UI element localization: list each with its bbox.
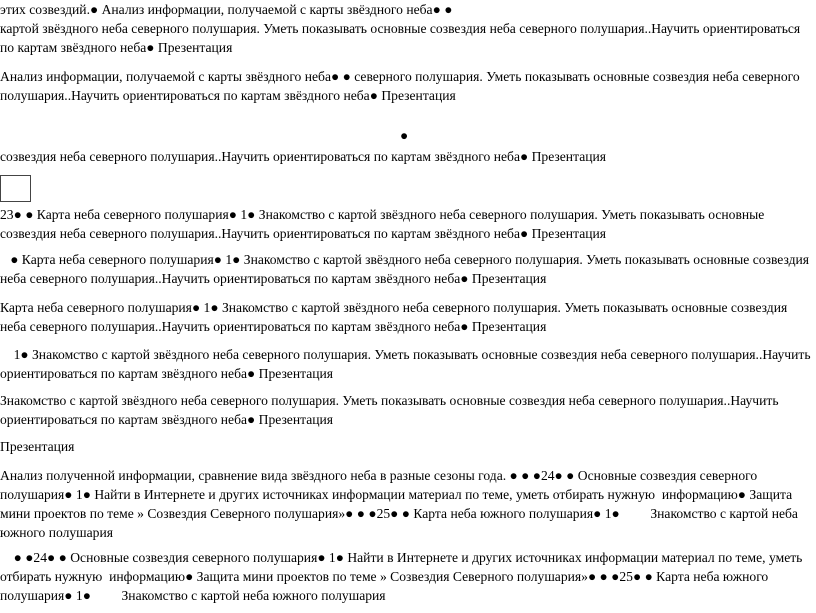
text-line-1: этих созвездий.● Анализ информации, получаемой с карты звёздного неба● ● [0, 2, 453, 17]
paragraph-6: Карта неба северного полушария● 1● Знакомство с картой звёздного неба северного полушария. Уметь показывать основные созвездия неба северного полушария..Научить ориентироваться по картам звёздного неба● Презентация [0, 300, 788, 334]
paragraph-5: ● Карта неба северного полушария● 1● Знакомство с картой звёздного неба северного полушария. Уметь показывать основные созвездия неба северного полушария..Научить ориентироваться по картам звёздного неба● Презентация [0, 252, 813, 286]
paragraph-9: Презентация [0, 439, 75, 454]
image-placeholder-box [0, 175, 31, 202]
paragraph-8: Знакомство с картой звёздного неба северного полушария. Уметь показывать основные созвездия неба северного полушария..Научить ориентироваться по картам звёздного неба● Презентация [0, 393, 779, 427]
paragraph-10: Анализ полученной информации, сравнение вида звёздного неба в разные сезоны года. ● ● ●24● ● Основные созвездия северного полушария● 1● Найти в Интернете и других источниках информации материал по теме, уметь отбирать нужную информацию● Защита мини проектов по теме » Созвездия Северного полушария»● ● ●25● ● Карта неба южного полушария● 1● Знакомство с картой неба южного полушария [0, 468, 802, 540]
paragraph-4: 23● ● Карта неба северного полушария● 1● Знакомство с картой звёздного неба северного полушария. Уметь показывать основные созвездия неба северного полушария..Научить ориентироваться по картам звёздного неба● Презентация [0, 207, 765, 241]
paragraph-7: 1● Знакомство с картой звёздного неба северного полушария. Уметь показывать основные созвездия неба северного полушария..Научить ориентироваться по картам звёздного неба● Презентация [0, 347, 814, 381]
paragraph-11: ● ●24● ● Основные созвездия северного полушария● 1● Найти в Интернете и других источниках информации материал по теме, уметь отбирать нужную информацию● Защита мини проектов по теме » Созвездия Северного полушария»● ● ●25● ● Карта неба южного полушария● 1● Знакомство с картой неба южного полушария [0, 550, 806, 603]
paragraph-3: созвездия неба северного полушария..Научить ориентироваться по картам звёздного неба● Презентация [0, 149, 607, 164]
paragraph-2: Анализ информации, получаемой с карты звёздного неба● ● северного полушария. Уметь показывать основные созвездия неба северного полушария..Научить ориентироваться по картам звёздного неба● Презентация [0, 69, 800, 103]
paragraph-1: картой звёздного неба северного полушария. Уметь показывать основные созвездия неба северного полушария..Научить ориентироваться по картам звёздного неба● Презентация [0, 21, 801, 55]
center-dot: ● [400, 128, 409, 143]
